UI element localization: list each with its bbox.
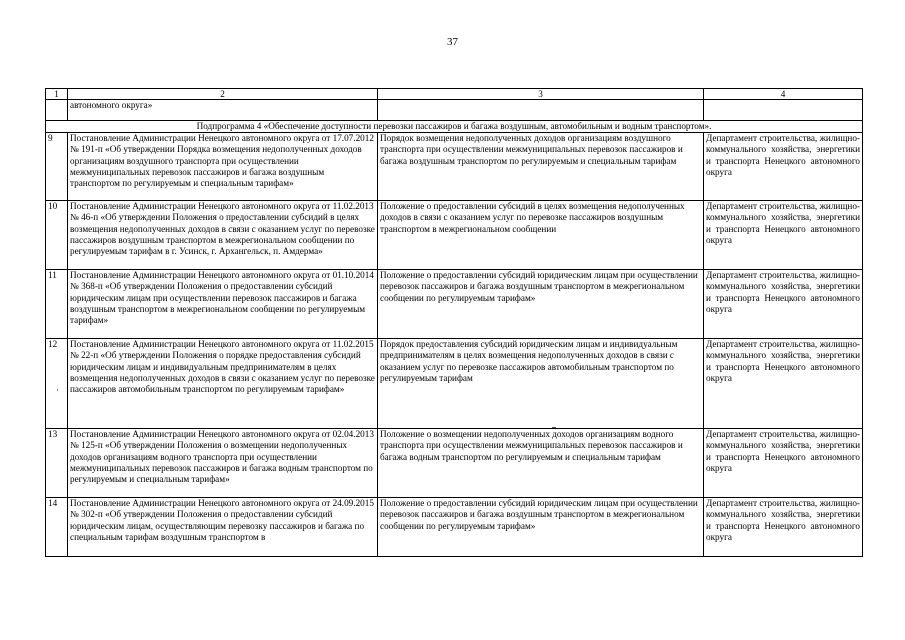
document-name-cell: Порядок предоставления субсидий юридическим лицам и индивидуальным предпринимателям в целях возмещения недополученных доходов в связи с оказанием услуг по перевозке пассажиров автомобильным транспортом по регулируемым тарифам [378,339,704,429]
responsible-department-cell: Департамент строительства, жилищно-коммунального хозяйства, энергетики и транспорта Ненецкого автономного округа [704,270,863,339]
legal-act-cell: Постановление Администрации Ненецкого автономного округа от 01.10.2014 № 368-п «Об утверждении Положения о предоставлении субсидий юридическим лицам при осуществлении перевозок пассажиров и багажа воздушным транспортом в межрегиональном сообщении по регулируемым тарифам» [68,270,378,339]
legal-act-cell: Постановление Администрации Ненецкого автономного округа от 17.07.2012 № 191-п «Об утверждении Порядка возмещения недополученных доходов организациям воздушного транспорта при осуществлении межмуниципальных перевозок пассажиров и багажа воздушным транспортом по регулируемым и специальным тарифам» [68,133,378,201]
row-number: 12 [46,339,68,429]
continuation-empty-cell [704,100,863,121]
legal-act-cell: Постановление Администрации Ненецкого автономного округа от 02.04.2013 № 125-п «Об утверждении Положения о возмещении недополученных доходов организациям водного транспорта при осуществлении межмуниципальных перевозок пассажиров и багажа водным транспортом по регулируемым и специальным тарифам» [68,429,378,498]
table-row [46,270,863,339]
responsible-department-cell: Департамент строительства, жилищно-коммунального хозяйства, энергетики и транспорта Ненецкого автономного округа [704,201,863,270]
table-row [46,498,863,557]
table-row [46,429,863,498]
scan-dot: · [56,385,59,395]
column-number-row [46,89,863,100]
legal-act-cell: Постановление Администрации Ненецкого автономного округа от 24.09.2015 № 302-п «Об утверждении Положения о предоставлении субсидий юридическим лицам, осуществляющим перевозку пассажиров и багажа по специальным тарифам воздушным транспортом в [68,498,378,557]
document-name-cell: Положение о предоставлении субсидий юридическим лицам при осуществлении перевозок пассажиров и багажа воздушным транспортом в межрегиональном сообщении по регулируемым тарифам» [378,270,704,339]
responsible-department-cell: Департамент строительства, жилищно-коммунального хозяйства, энергетики и транспорта Ненецкого автономного округа [704,498,863,557]
column-number-4: 4 [704,89,863,100]
responsible-department-cell: Департамент строительства, жилищно-коммунального хозяйства, энергетики и транспорта Ненецкого автономного округа [704,429,863,498]
legal-act-cell: Постановление Администрации Ненецкого автономного округа от 11.02.2013 № 46-п «Об утверждении Положения о предоставлении субсидий в целях возмещения недополученных доходов в связи с оказанием услуг по перевозке пассажиров воздушным транспортом в межрегиональном сообщении по регулируемым тарифам в г. Усинск, г. Архангельск, п. Амдерма» [68,201,378,270]
row-number: 14 [46,498,68,557]
document-name-cell: Положение о предоставлении субсидий в целях возмещения недополученных доходов в связи с оказанием услуг по перевозке пассажиров воздушным транспортом в межрегиональном сообщении [378,201,704,270]
continuation-text: автономного округа» [68,100,378,121]
subprogram-title: Подпрограмма 4 «Обеспечение доступности перевозки пассажиров и багажа воздушным, автомобильным и водным транспортом». [46,121,863,133]
legal-act-cell: Постановление Администрации Ненецкого автономного округа от 11.02.2015 № 22-п «Об утверждении Положения о порядке предоставления субсидий юридическим лицам и индивидуальным предпринимателям в целях возмещения недополученных доходов в связи с оказанием услуг по перевозке пассажиров автомобильным транспортом по регулируемым тарифам» [68,339,378,429]
subprogram-row [46,121,863,133]
responsible-department-cell: Департамент строительства, жилищно-коммунального хозяйства, энергетики и транспорта Ненецкого автономного округа [704,339,863,429]
table-row [46,133,863,201]
scan-artifact [552,427,556,428]
document-name-cell: Порядок возмещения недополученных доходов организациям воздушного транспорта при осуществлении межмуниципальных перевозок пассажиров и багажа воздушным транспортом по регулируемым и специальным тарифам [378,133,704,201]
row-number: 10 [46,201,68,270]
document-name-cell: Положение о возмещении недополученных доходов организациям водного транспорта при осуществлении межмуниципальных перевозок пассажиров и багажа водным транспортом по регулируемым и специальным тарифам [378,429,704,498]
row-number: 9 [46,133,68,201]
document-name-cell: Положение о предоставлении субсидий юридическим лицам при осуществлении перевозок пассажиров и багажа воздушным транспортом в межрегиональном сообщении по регулируемым тарифам» [378,498,704,557]
continuation-empty-cell [378,100,704,121]
row-number: 13 [46,429,68,498]
table-row [46,339,863,429]
regulations-table [45,88,863,557]
column-number-2: 2 [68,89,378,100]
column-number-3: 3 [378,89,704,100]
row-number: 11 [46,270,68,339]
page-number: 37 [447,36,458,48]
column-number-1: 1 [46,89,68,100]
continuation-row [46,100,863,121]
responsible-department-cell: Департамент строительства, жилищно-коммунального хозяйства, энергетики и транспорта Ненецкого автономного округа [704,133,863,201]
continuation-num-cell [46,100,68,121]
table-row [46,201,863,270]
